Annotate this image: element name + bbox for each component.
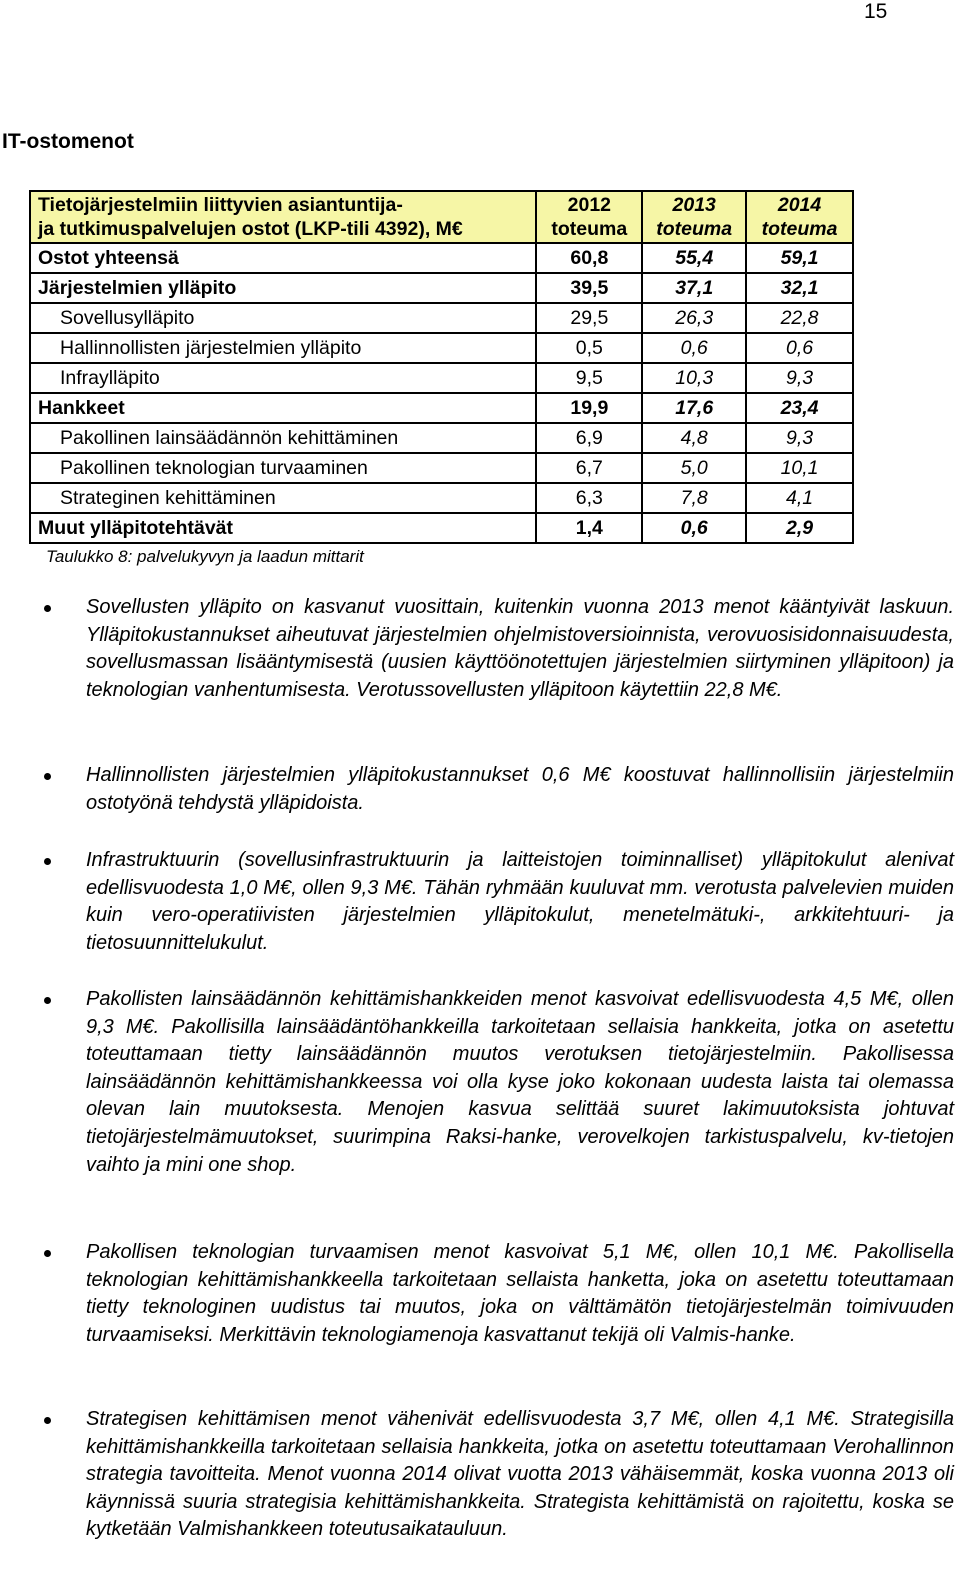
row-label: Ostot yhteensä <box>30 243 536 273</box>
bullet-dot-icon <box>44 773 51 780</box>
bullet-item <box>0 847 960 957</box>
bullet-text: Pakollisen teknologian turvaamisen menot kasvoivat 5,1 M€, ollen 10,1 M€. Pakollisella teknologian kehittämishankkeella tarkoitetaan sellaista hanketta, joka on asetettu toteuttamaan tietty teknologinen uudistus tai muutos, joka on välttämätön tietojärjestelmän toimivuuden turvaamiseksi. Merkittävin teknologiamenoja kasvattanut tekijä oli Valmis-hanke. <box>86 1241 954 1346</box>
row-value-2013: 7,8 <box>642 483 746 513</box>
header-2014-sub: toteuma <box>761 218 838 240</box>
row-value-2012: 60,8 <box>536 243 642 273</box>
it-purchases-table <box>29 190 854 544</box>
row-value-2012: 39,5 <box>536 273 642 303</box>
bullet-item <box>0 1406 960 1544</box>
header-2013-year: 2013 <box>672 194 716 216</box>
row-label: Hallinnollisten järjestelmien ylläpito <box>30 333 536 363</box>
table-row <box>30 483 853 513</box>
bullet-text: Pakollisten lainsäädännön kehittämishankkeiden menot kasvoivat edellisvuodesta 4,5 M€, ollen 9,3 M€. Pakollisilla lainsäädäntöhankkeilla tarkoitetaan sellaisia hankkeita, jotka on asetettu toteuttamaan tietty lainsäädännön muutos verotuksen tietojärjestelmiin. Pakollisessa lainsäädännön kehittämishankkeessa voi olla kyse joko kokonaan uudesta laista tai olemassa olevan lain muutoksesta. Menojen kasvua selittää suuret lakimuutoksista johtuvat tietojärjestelmämuutokset, suurimpina Raksi-hanke, verovelkojen tarkistuspalvelu, kv-tietojen vaihto ja mini one shop. <box>86 988 954 1176</box>
row-value-2014: 59,1 <box>746 243 853 273</box>
table-row <box>30 363 853 393</box>
row-value-2012: 19,9 <box>536 393 642 423</box>
row-value-2013: 55,4 <box>642 243 746 273</box>
table-header-row <box>30 191 853 243</box>
row-label: Sovellusylläpito <box>30 303 536 333</box>
bullet-item <box>0 1239 960 1349</box>
bullet-dot-icon <box>44 1417 51 1424</box>
bullet-text: Infrastruktuurin (sovellusinfrastruktuurin ja laitteistojen toiminnalliset) ylläpitokulut alenivat edellisvuodesta 1,0 M€, ollen 9,3 M€. Tähän ryhmään kuuluvat mm. verotusta palvelevien muiden kuin vero-operatiivisten järjestelmien ylläpitokulut, menetelmätuki-, arkkitehtuuri- ja tietosuunnittelukulut. <box>86 849 954 954</box>
table-header-label <box>30 191 536 243</box>
row-value-2014: 10,1 <box>746 453 853 483</box>
bullet-item <box>0 986 960 1179</box>
bullet-dot-icon <box>44 997 51 1004</box>
table-row <box>30 333 853 363</box>
row-value-2013: 26,3 <box>642 303 746 333</box>
bullet-dot-icon <box>44 1250 51 1257</box>
bullet-item <box>0 594 960 704</box>
header-2013 <box>642 191 746 243</box>
row-value-2013: 17,6 <box>642 393 746 423</box>
row-value-2014: 22,8 <box>746 303 853 333</box>
table-row <box>30 453 853 483</box>
row-value-2012: 29,5 <box>536 303 642 333</box>
header-label-line2: ja tutkimuspalvelujen ostot (LKP-tili 4392), M€ <box>38 218 463 240</box>
row-value-2014: 9,3 <box>746 363 853 393</box>
row-value-2012: 6,7 <box>536 453 642 483</box>
table-row <box>30 273 853 303</box>
row-value-2013: 4,8 <box>642 423 746 453</box>
header-2014 <box>746 191 853 243</box>
row-label: Pakollinen teknologian turvaaminen <box>30 453 536 483</box>
row-value-2013: 10,3 <box>642 363 746 393</box>
bullet-text: Hallinnollisten järjestelmien ylläpitokustannukset 0,6 M€ koostuvat hallinnollisiin järjestelmiin ostotyönä tehdystä ylläpidoista. <box>86 764 954 814</box>
row-value-2013: 5,0 <box>642 453 746 483</box>
row-label: Strateginen kehittäminen <box>30 483 536 513</box>
table-caption: Taulukko 8: palvelukyvyn ja laadun mittarit <box>46 547 364 566</box>
table-row <box>30 423 853 453</box>
row-label: Pakollinen lainsäädännön kehittäminen <box>30 423 536 453</box>
page-number: 15 <box>864 0 888 23</box>
header-label-line1: Tietojärjestelmiin liittyvien asiantuntija- <box>38 194 403 216</box>
row-value-2012: 1,4 <box>536 513 642 543</box>
section-title: IT-ostomenot <box>2 130 134 153</box>
table-row <box>30 303 853 333</box>
row-value-2014: 9,3 <box>746 423 853 453</box>
row-value-2012: 6,9 <box>536 423 642 453</box>
row-label: Järjestelmien ylläpito <box>30 273 536 303</box>
table-row <box>30 513 853 543</box>
row-value-2014: 0,6 <box>746 333 853 363</box>
bullet-text: Sovellusten ylläpito on kasvanut vuosittain, kuitenkin vuonna 2013 menot kääntyivät laskuun. Ylläpitokustannukset aiheutuvat järjestelmien ohjelmistoversioinnista, verovuosisidonnaisuudesta, sovellusmassan lisääntymisestä (uusien käyttöönotettujen järjestelmien siirtyminen ylläpitoon) ja teknologian vanhentumisesta. Verotussovellusten ylläpitoon käytettiin 22,8 M€. <box>86 596 954 701</box>
bullet-item <box>0 762 960 817</box>
row-value-2013: 0,6 <box>642 513 746 543</box>
table-row <box>30 393 853 423</box>
bullet-dot-icon <box>44 605 51 612</box>
row-value-2014: 4,1 <box>746 483 853 513</box>
row-value-2012: 0,5 <box>536 333 642 363</box>
row-value-2012: 9,5 <box>536 363 642 393</box>
bullet-text: Strategisen kehittämisen menot vähenivät edellisvuodesta 3,7 M€, ollen 4,1 M€. Strategisilla kehittämishankkeilla tarkoitetaan sellaisia hankkeita, jotka on asetettu toteuttamaan Verohallinnon strategia tavoitteita. Menot vuonna 2014 olivat vuotta 2013 vähäisemmät, koska vuonna 2013 oli käynnissä suuria strategisia kehittämishankkeita. Strategista kehittämistä on rajoitettu, koska se kytketään Valmishankkeen toteutusaikatauluun. <box>86 1408 954 1541</box>
header-2012-sub: toteuma <box>551 218 628 240</box>
table-row <box>30 243 853 273</box>
row-value-2014: 23,4 <box>746 393 853 423</box>
row-value-2014: 32,1 <box>746 273 853 303</box>
row-value-2014: 2,9 <box>746 513 853 543</box>
row-label: Infraylläpito <box>30 363 536 393</box>
header-2014-year: 2014 <box>777 194 822 216</box>
header-2012-year: 2012 <box>567 194 612 216</box>
bullet-dot-icon <box>44 858 51 865</box>
row-label: Muut ylläpitotehtävät <box>30 513 536 543</box>
header-2013-sub: toteuma <box>656 218 733 240</box>
row-label: Hankkeet <box>30 393 536 423</box>
row-value-2013: 37,1 <box>642 273 746 303</box>
header-2012 <box>536 191 642 243</box>
row-value-2013: 0,6 <box>642 333 746 363</box>
row-value-2012: 6,3 <box>536 483 642 513</box>
